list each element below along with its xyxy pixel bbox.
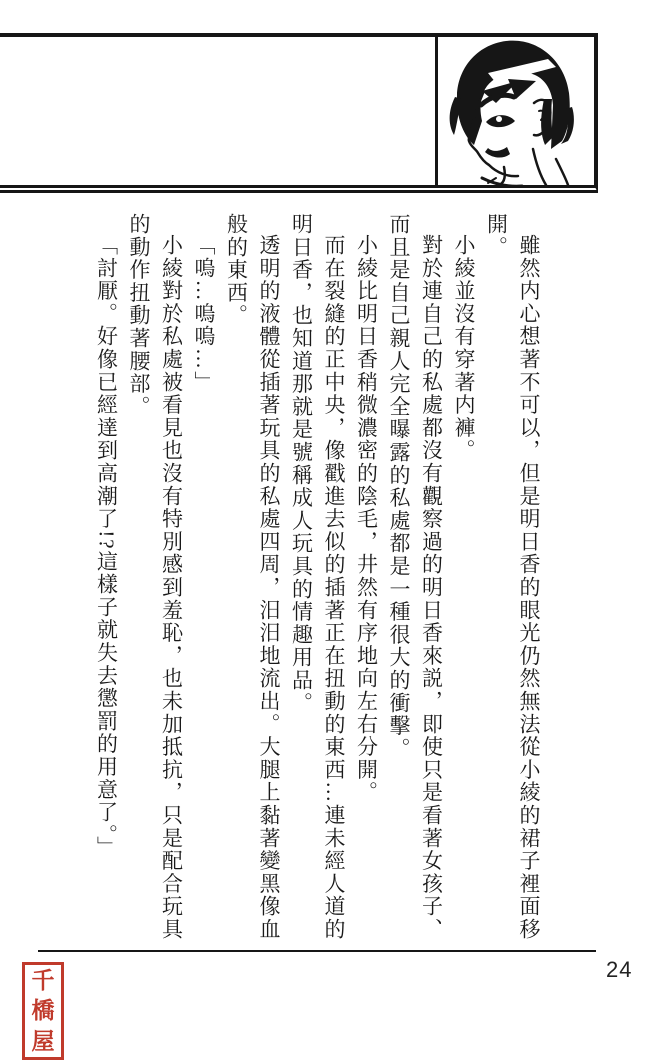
paragraph-1: 雖然内心想著不可以，但是明日香的眼光仍然無法從小綾的裙子裡面移開。 — [484, 213, 541, 941]
page-number: 24 — [606, 957, 633, 982]
paragraph-2: 小綾並沒有穿著内褲。 — [452, 234, 476, 462]
publisher-seal-stamp — [22, 962, 64, 1060]
paragraph-9: 「討厭。好像已經達到高潮了!?這樣子就失去懲罰的用意了。」 — [94, 234, 119, 860]
paragraph-4: 小綾比明日香稍微濃密的陰毛，井然有序地向左右分開。 — [354, 234, 379, 804]
character-portrait-frame — [435, 37, 594, 185]
paragraph-8: 小綾對於私處被看見也沒有特別感到羞恥，也未加抵抗，只是配合玩具的動作扭動著腰部。 — [127, 213, 184, 941]
seal-character: 橋 — [31, 998, 55, 1024]
seal-character: 千 — [31, 967, 55, 993]
paragraph-3: 對於連自己的私處都沒有觀察過的明日香來説，即使只是看著女孩子、而且是自己親人完全曝露的私處都是一種很大的衝擊。 — [387, 213, 444, 941]
footer-divider — [38, 950, 596, 952]
paragraph-5: 而在裂縫的正中央，像戳進去似的插著正在扭動的東西…連未經人道的明日香，也知道那就是號稱成人玩具的情趣用品。 — [289, 213, 346, 941]
illustration-band — [0, 33, 598, 193]
paragraph-7: 「嗚…嗚嗚…」 — [192, 234, 216, 394]
story-text — [83, 213, 545, 947]
manga-face-illustration — [438, 37, 594, 185]
seal-character: 屋 — [31, 1029, 55, 1055]
paragraph-6: 透明的液體從插著玩具的私處四周，汨汨地流出。大腿上黏著變黑像血般的東西。 — [224, 213, 281, 941]
